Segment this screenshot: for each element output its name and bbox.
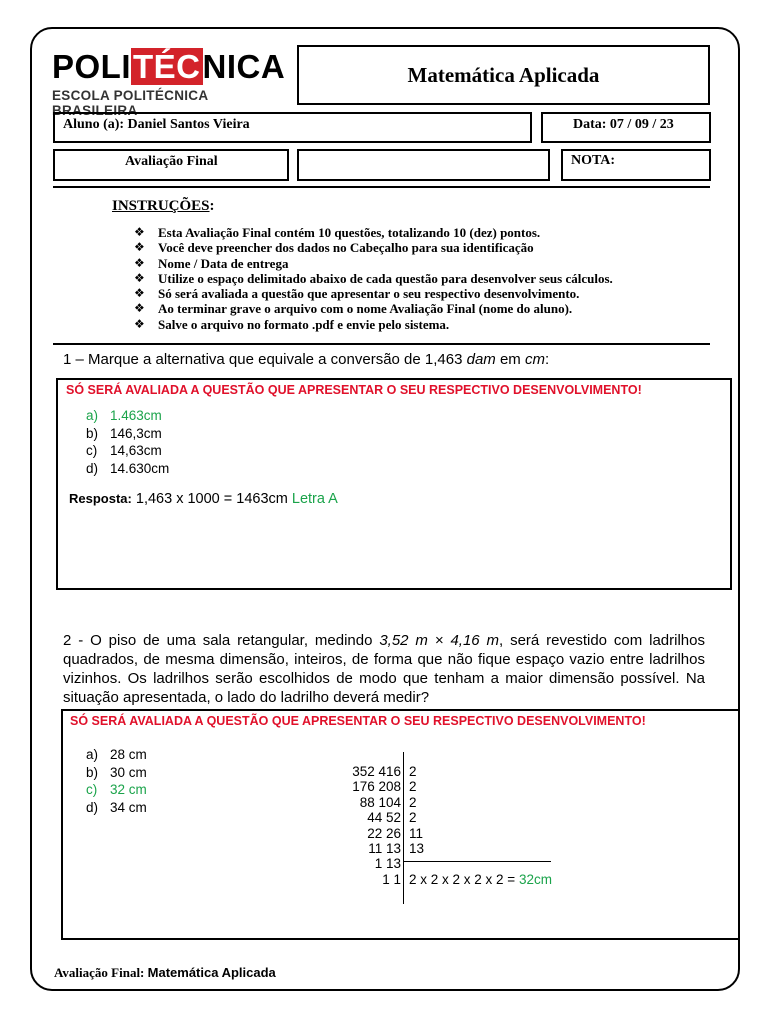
question-2-answer-box[interactable] [61, 709, 740, 940]
question-2-options [86, 746, 147, 816]
instruction-item: ❖ Salve o arquivo no formato .pdf e envie pelo sistema. [134, 317, 613, 332]
dividend-row: 11 13 [368, 841, 401, 857]
option-a[interactable]: a) 28 cm [86, 747, 147, 762]
evaluation-warning: SÓ SERÁ AVALIADA A QUESTÃO QUE APRESENTAR O SEU RESPECTIVO DESENVOLVIMENTO! [70, 714, 646, 728]
dividend-row: 352 416 [352, 764, 401, 779]
factor-row: 2 [409, 810, 417, 826]
factor-row: 11 [409, 825, 424, 841]
dividend-row: 176 208 [352, 779, 401, 795]
instructions-title: INSTRUÇÕES: [112, 198, 215, 214]
dividend-row: 88 104 [359, 794, 401, 810]
instruction-item: ❖ Ao terminar grave o arquivo com o nome Avaliação Final (nome do aluno). [134, 301, 613, 316]
student-field: Aluno (a): Daniel Santos Vieira [53, 112, 532, 143]
instruction-item: ❖ Esta Avaliação Final contém 10 questões, totalizando 10 (dez) pontos. [134, 225, 613, 240]
factor-row: 13 [409, 841, 425, 857]
grade-field: NOTA: [561, 149, 711, 181]
instruction-item: ❖ Só será avaliada a questão que apresentar o seu respectivo desenvolvimento. [134, 286, 613, 301]
evaluation-field: Avaliação Final [53, 149, 289, 181]
option-d[interactable]: d) 34 cm [86, 799, 147, 815]
dividend-row: 22 26 [367, 825, 401, 841]
factorization-result: 32cm [518, 872, 552, 887]
option-d[interactable]: d) 14.630cm [86, 460, 170, 476]
factorization-numbers [333, 764, 401, 887]
answer-label: Resposta: [69, 491, 132, 506]
evaluation-warning: SÓ SERÁ AVALIADA A QUESTÃO QUE APRESENTAR O SEU RESPECTIVO DESENVOLVIMENTO! [66, 383, 642, 397]
factorization-vertical-line [403, 752, 404, 904]
question-1-options [86, 407, 169, 477]
factor-row: 2 [409, 764, 417, 779]
blank-field [297, 149, 550, 181]
factor-row: 2 [409, 794, 417, 810]
option-c[interactable]: c) 32 cm [86, 782, 147, 797]
dividend-row: 1 13 [374, 856, 401, 872]
date-field: Data: 07 / 09 / 23 [541, 112, 711, 143]
school-logo [52, 46, 292, 118]
factor-row: 2 [409, 779, 417, 795]
question-1-answer [69, 490, 338, 508]
logo-subtitle: ESCOLA POLITÉCNICA BRASILEIRA [52, 88, 208, 118]
factorization-factors [409, 764, 424, 856]
option-b[interactable]: b) 146,3cm [86, 425, 162, 441]
instruction-item: ❖ Nome / Data de entrega [134, 256, 613, 271]
dividend-row: 1 1 [382, 871, 401, 887]
question-2-text: 2 - O piso de uma sala retangular, medindo 3,52 m × 4,16 m, será revestido com ladrilhos quadrados, de mesma dimensão, inteiros, de forma que não fique espaço vazio entre ladrilhos vizinhos. Os ladrilhos serão escolhidos de modo que tenham a maior dimensão possível. Na situação apresentada, o lado do ladrilho deverá medir? [63, 632, 705, 706]
header-divider [53, 186, 710, 188]
page-footer: Avaliação Final: Matemática Aplicada [54, 965, 276, 980]
dividend-row: 44 52 [367, 810, 401, 826]
instructions-list [134, 225, 613, 332]
option-b[interactable]: b) 30 cm [86, 764, 147, 780]
instruction-item: ❖ Você deve preencher dos dados no Cabeçalho para sua identificação [134, 240, 613, 255]
option-c[interactable]: c) 14,63cm [86, 443, 162, 458]
option-a[interactable]: a) 1.463cm [86, 408, 162, 423]
answer-result: Letra A [291, 491, 338, 507]
factorization-product: 2 x 2 x 2 x 2 x 2 = 32cm [409, 872, 552, 887]
instructions-divider [53, 343, 710, 345]
logo-wordmark: POLITÉCNICA [52, 48, 286, 85]
subject-title: Matemática Aplicada [297, 45, 710, 105]
factorization-horizontal-line [403, 861, 551, 862]
instruction-item: ❖ Utilize o espaço delimitado abaixo de cada questão para desenvolver seus cálculos. [134, 271, 613, 286]
question-1-text: 1 – Marque a alternativa que equivale a conversão de 1,463 dam em cm: [63, 351, 550, 368]
question-1-answer-box[interactable] [56, 378, 732, 590]
answer-calc: 1,463 x 1000 = 1463cm [131, 491, 292, 507]
